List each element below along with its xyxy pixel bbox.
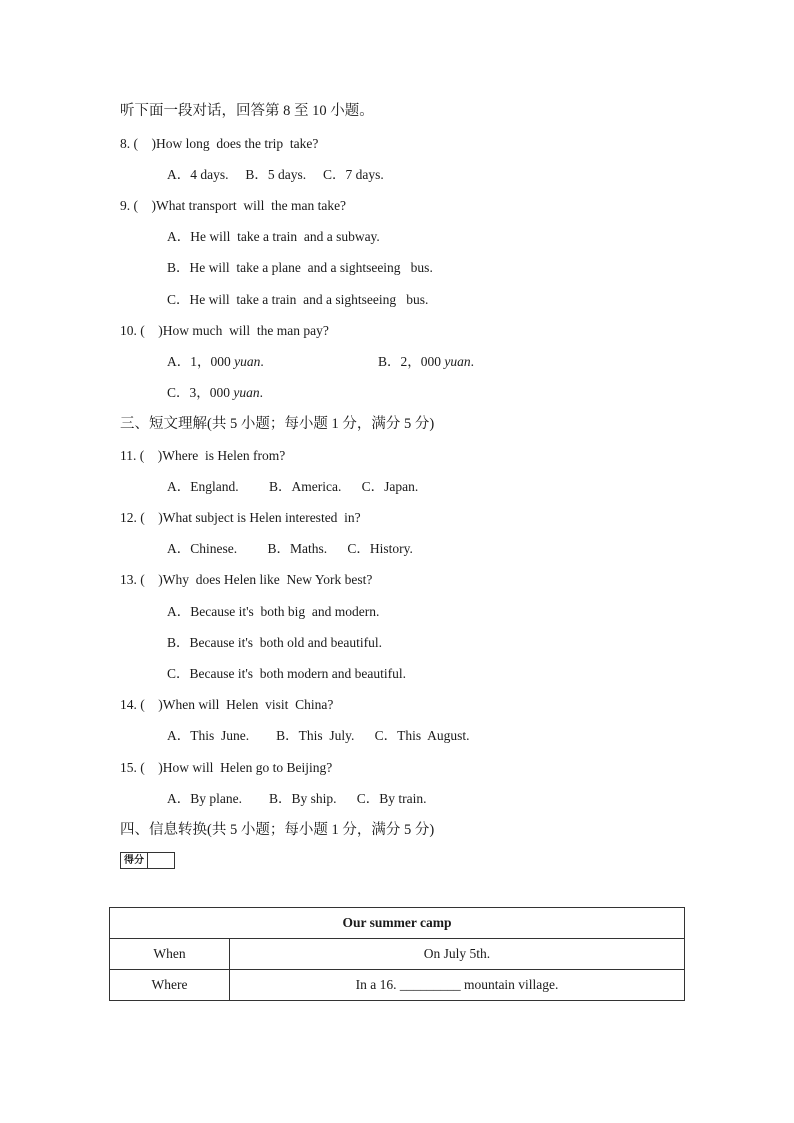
question-10-option-b: B．2，000 yuan. [378, 354, 475, 369]
section-4-title: 四、信息转换(共 5 小题；每小题 1 分，满分 5 分) [120, 822, 435, 838]
question-10-option-c: C．3，000 yuan. [167, 385, 264, 400]
question-14-options: A．This June. B．This July. C．This August. [167, 728, 470, 743]
table-title: Our summer camp [110, 908, 685, 939]
question-9-option-b: B．He will take a plane and a sightseeing bus. [167, 260, 433, 275]
question-13-option-a: A．Because it's both big and modern. [167, 604, 380, 619]
question-11-options: A．England. B．America. C．Japan. [167, 479, 419, 494]
row-when-value: On July 5th. [230, 939, 685, 970]
question-13: 13. ( )Why does Helen like New York best? [120, 572, 373, 587]
question-15-options: A．By plane. B．By ship. C．By train. [167, 791, 427, 806]
question-8-options: A．4 days. B．5 days. C．7 days. [167, 167, 384, 182]
question-10: 10. ( )How much will the man pay? [120, 323, 329, 338]
score-box [120, 852, 175, 869]
question-12: 12. ( )What subject is Helen interested in? [120, 510, 361, 525]
section-3-title: 三、短文理解(共 5 小题；每小题 1 分，满分 5 分) [120, 416, 435, 432]
question-13-option-c: C．Because it's both modern and beautiful. [167, 666, 407, 681]
question-13-option-b: B．Because it's both old and beautiful. [167, 635, 383, 650]
question-9-option-a: A．He will take a train and a subway. [167, 229, 380, 244]
question-9: 9. ( )What transport will the man take? [120, 198, 347, 213]
row-where-value[interactable]: In a 16. _________ mountain village. [230, 970, 685, 1001]
question-15: 15. ( )How will Helen go to Beijing? [120, 760, 333, 775]
score-cell[interactable] [148, 853, 174, 868]
question-8: 8. ( )How long does the trip take? [120, 136, 319, 151]
question-9-option-c: C．He will take a train and a sightseeing bus. [167, 292, 429, 307]
row-where-label: Where [110, 970, 230, 1001]
summer-camp-table [109, 907, 685, 1001]
row-when-label: When [110, 939, 230, 970]
question-14: 14. ( )When will Helen visit China? [120, 697, 334, 712]
question-11: 11. ( )Where is Helen from? [120, 448, 286, 463]
question-12-options: A．Chinese. B．Maths. C．History. [167, 541, 413, 556]
table-row [110, 939, 685, 970]
score-label: 得分 [121, 853, 148, 868]
table-row [110, 970, 685, 1001]
listening-intro: 听下面一段对话，回答第 8 至 10 小题。 [120, 103, 374, 119]
question-10-option-a: A．1，000 yuan. [167, 354, 264, 369]
